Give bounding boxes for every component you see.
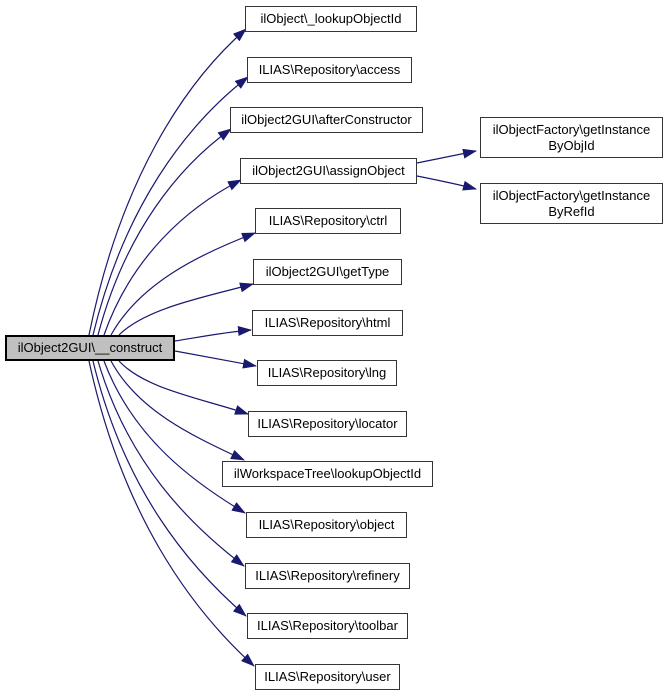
edge-construct-to-gettype: [119, 284, 253, 335]
node-label-line2: ByRefId: [548, 203, 595, 219]
node-ilias-repository-user[interactable]: ILIAS\Repository\user: [255, 664, 400, 690]
node-label-line1: ilObjectFactory\getInstance: [492, 122, 651, 137]
edge-construct-to-html: [175, 330, 251, 341]
edge-construct-to-access: [93, 77, 248, 335]
node-ilias-repository-lng[interactable]: ILIAS\Repository\lng: [257, 360, 397, 386]
node-ilobject-lookupobjectid[interactable]: ilObject\_lookupObjectId: [245, 6, 417, 32]
edge-construct-to-locator: [119, 361, 248, 414]
node-ilias-repository-ctrl[interactable]: ILIAS\Repository\ctrl: [255, 208, 401, 234]
node-ilworkspacetree-lookupobjectid[interactable]: ilWorkspaceTree\lookupObjectId: [222, 461, 433, 487]
edge-construct-to-object: [104, 361, 245, 513]
node-ilobject2gui-construct: ilObject2GUI\__construct: [5, 335, 175, 361]
edge-construct-to-workspacetree-lookupobjectid: [111, 361, 244, 460]
node-ilias-repository-toolbar[interactable]: ILIAS\Repository\toolbar: [247, 613, 408, 639]
node-ilobject2gui-assignobject[interactable]: ilObject2GUI\assignObject: [240, 158, 417, 184]
edge-construct-to-afterconstructor: [98, 129, 231, 335]
node-label-line2: ByObjId: [548, 137, 595, 153]
node-ilias-repository-access[interactable]: ILIAS\Repository\access: [247, 57, 412, 83]
node-ilias-repository-locator[interactable]: ILIAS\Repository\locator: [248, 411, 407, 437]
edge-construct-to-ctrl: [111, 233, 255, 335]
edge-assignobject-to-getinstancebyobjid: [417, 151, 476, 163]
node-ilobjectfactory-getinstancebyobjid[interactable]: [480, 117, 663, 158]
node-ilias-repository-html[interactable]: ILIAS\Repository\html: [252, 310, 403, 336]
edge-assignobject-to-getinstancebyrefid: [417, 176, 476, 189]
edge-construct-to-lng: [175, 351, 256, 366]
edge-construct-to-user: [89, 361, 254, 666]
node-ilias-repository-refinery[interactable]: ILIAS\Repository\refinery: [245, 563, 410, 589]
node-ilias-repository-object[interactable]: ILIAS\Repository\object: [246, 512, 407, 538]
edge-construct-to-toolbar: [93, 361, 246, 616]
node-label-line1: ilObjectFactory\getInstance: [492, 188, 651, 203]
edge-construct-to-assignobject: [104, 180, 241, 335]
node-ilobject2gui-afterconstructor[interactable]: ilObject2GUI\afterConstructor: [230, 107, 423, 133]
node-ilobjectfactory-getinstancebyrefid[interactable]: [480, 183, 663, 224]
node-ilobject2gui-gettype[interactable]: ilObject2GUI\getType: [253, 259, 402, 285]
